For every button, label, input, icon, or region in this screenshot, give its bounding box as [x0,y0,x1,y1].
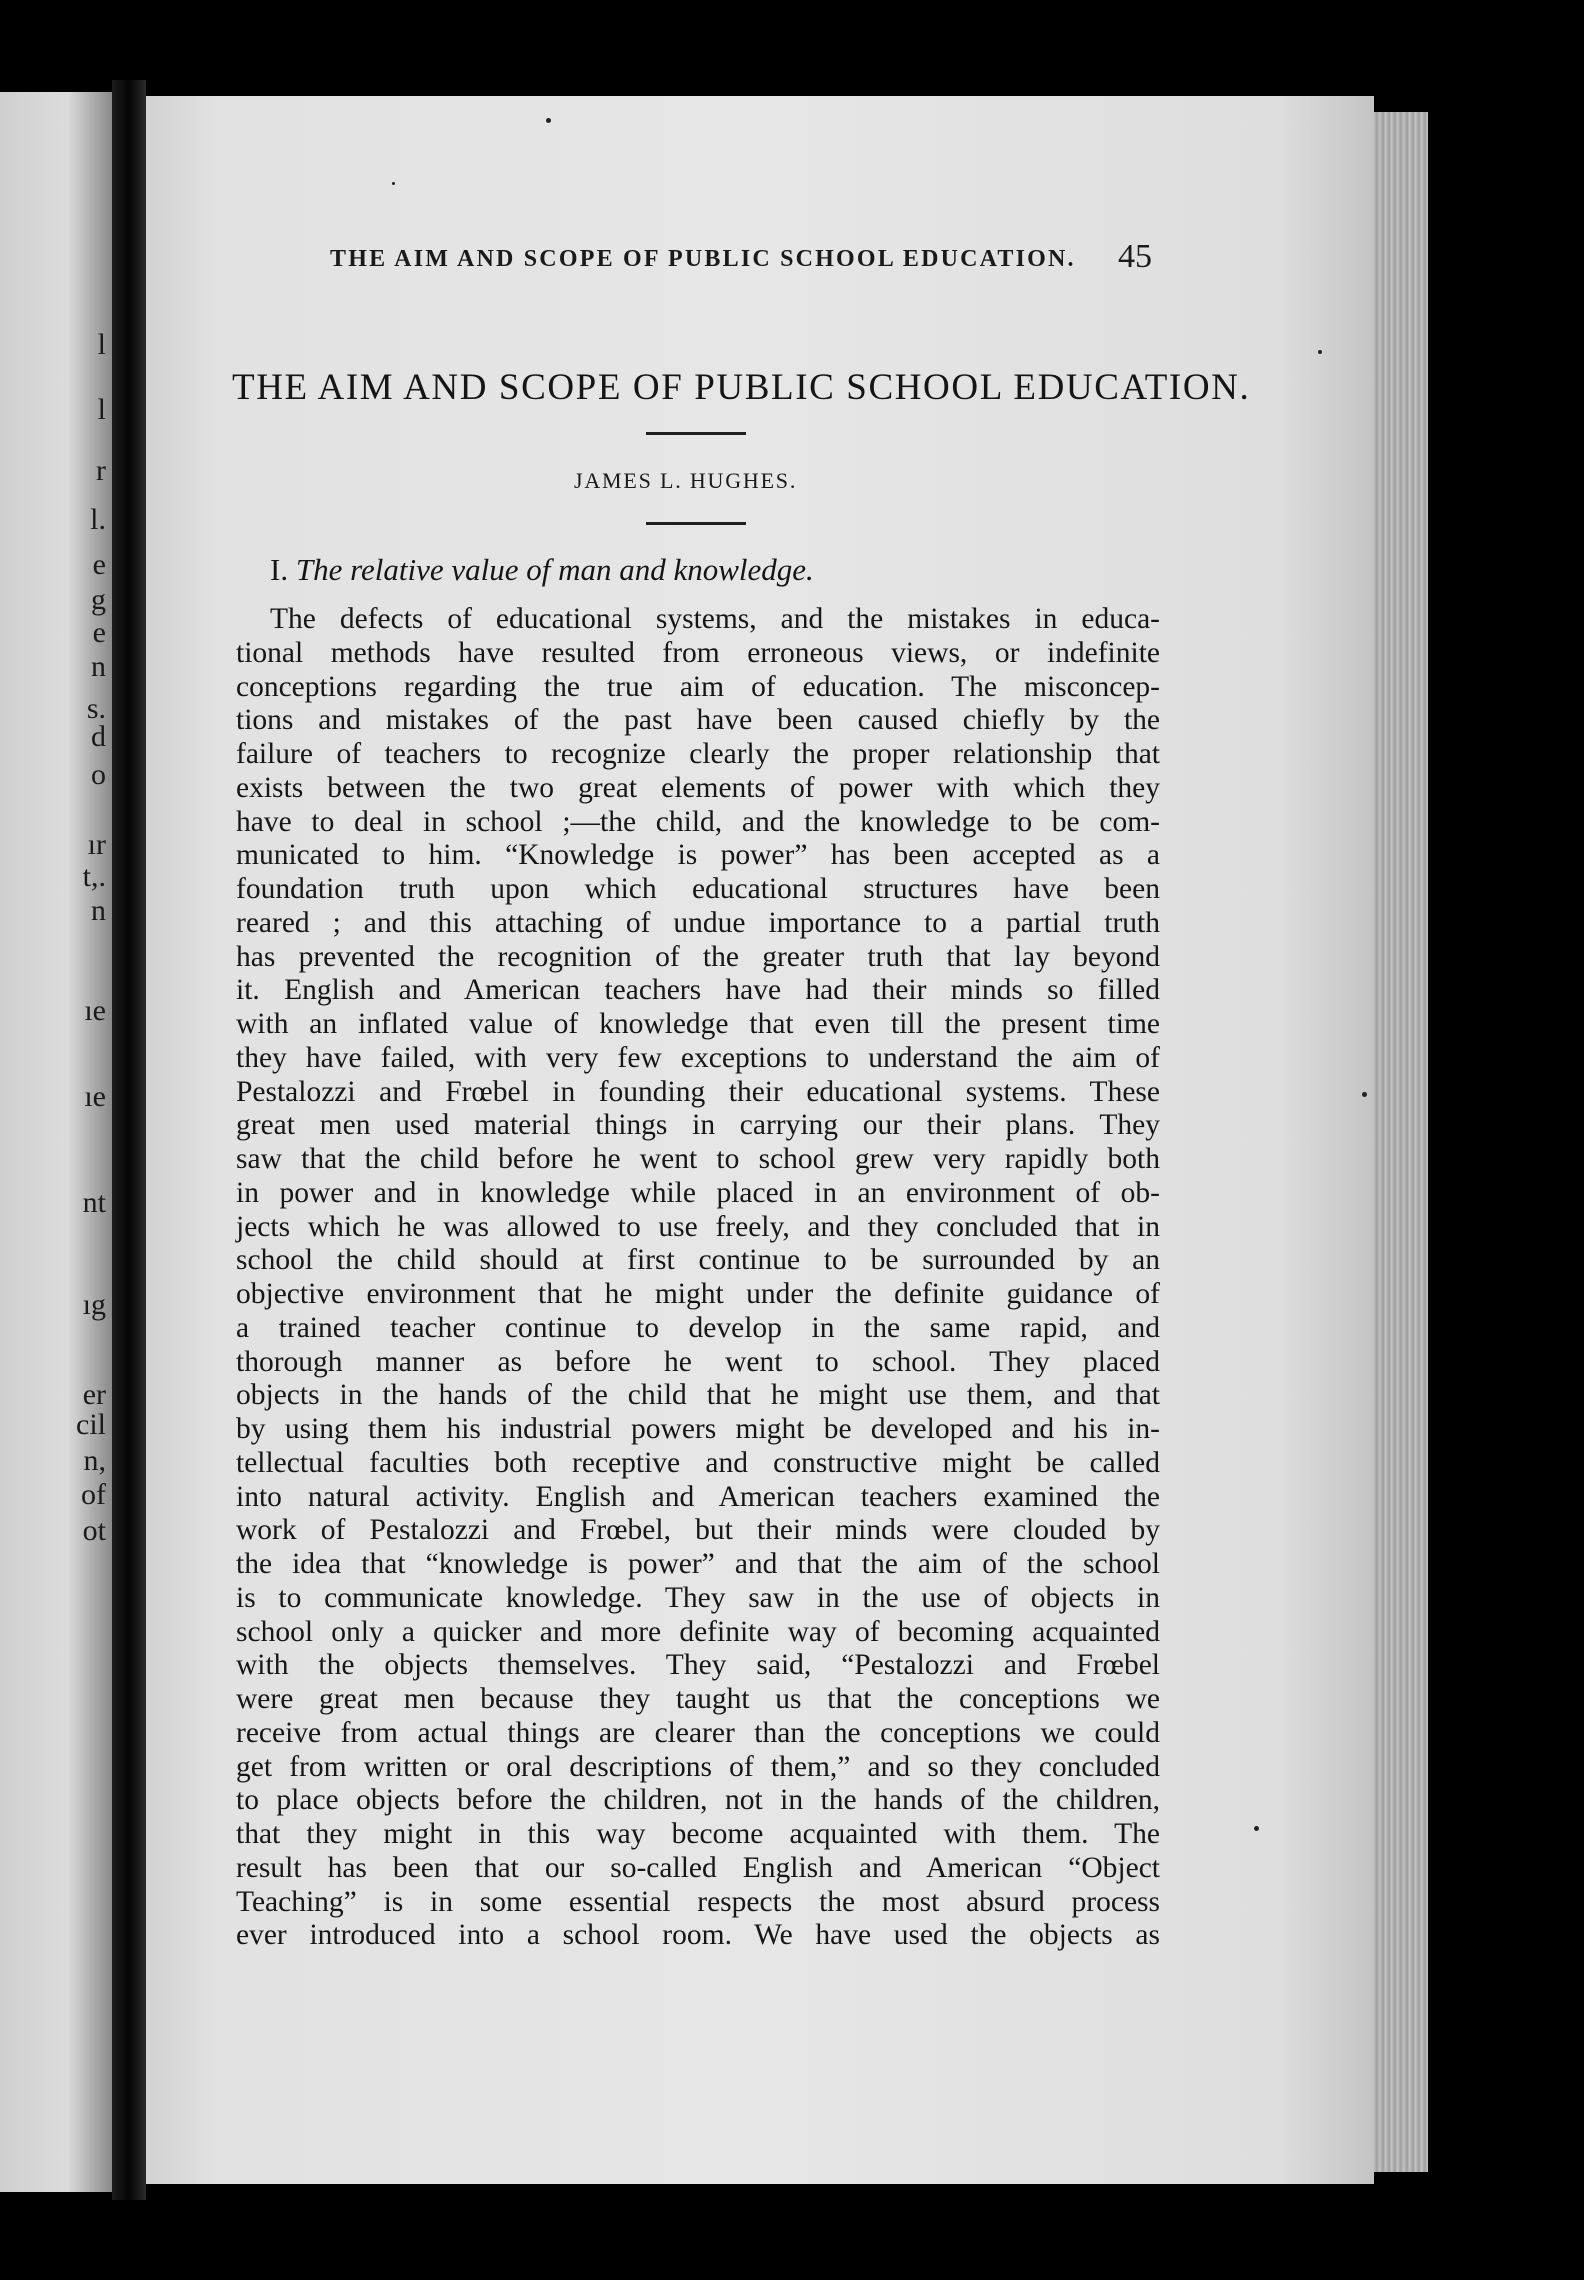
body-line: conceptions regarding the true aim of education. The misconcep- [236,670,1160,703]
body-line: it. English and American teachers have had their minds so filled [236,974,1160,1007]
previous-page-fragment: ıg [82,1288,106,1321]
page-stack-edge [1374,112,1428,2172]
author-rule [646,522,746,525]
body-line: the idea that “knowledge is power” and that the aim of the school [236,1548,1160,1580]
section-title: The relative value of man and knowledge. [295,552,814,587]
previous-page-fragment: l [97,393,106,426]
previous-page-fragment: n [91,650,106,683]
body-line: receive from actual things are clearer than the conceptions we could [236,1716,1160,1749]
page-speck [392,182,395,185]
body-line: The defects of educational systems, and the mistakes in educa- [270,603,1160,635]
body-line: is to communicate knowledge. They saw in the use of objects in [236,1581,1160,1614]
previous-page-fragment: n [91,894,106,927]
body-line: reared ; and this attaching of undue importance to a partial truth [236,906,1160,939]
previous-page-fragment: nt [82,1186,106,1219]
article-title: THE AIM AND SCOPE OF PUBLIC SCHOOL EDUCATION. [232,367,1251,408]
previous-page-fragment: o [91,758,106,791]
body-line: foundation truth upon which educational structures have been [236,873,1160,905]
body-line: they have failed, with very few exceptions to understand the aim of [236,1041,1160,1074]
body-line: with an inflated value of knowledge that even till the present time [236,1008,1160,1040]
body-line: objects in the hands of the child that he might use them, and that [236,1379,1160,1412]
previous-page-edge [0,92,112,2192]
body-line: Pestalozzi and Frœbel in founding their educational systems. These [236,1075,1160,1108]
previous-page-fragment: of [81,1478,106,1511]
previous-page-fragment: t,. [82,860,106,893]
body-line: in power and in knowledge while placed in an environment of ob- [236,1176,1160,1209]
page-number: 45 [1118,238,1152,275]
body-line: objective environment that he might under the definite guidance of [236,1278,1160,1310]
body-line: school only a quicker and more definite way of becoming acquainted [236,1615,1160,1648]
body-line: that they might in this way become acquainted with them. The [236,1818,1160,1850]
body-line: with the objects themselves. They said, “Pestalozzi and Frœbel [236,1649,1160,1682]
body-line: thorough manner as before he went to school. They placed [236,1345,1160,1378]
body-line: ever introduced into a school room. We have used the objects as [236,1919,1160,1952]
body-line: municated to him. “Knowledge is power” has been accepted as a [236,839,1160,872]
body-line: school the child should at first continue to be surrounded by an [236,1244,1160,1277]
previous-page-fragment: ıe [84,994,106,1027]
page-speck [1362,1092,1367,1097]
previous-page-fragment: e [92,616,106,649]
previous-page-fragment: l [97,328,106,361]
previous-page-fragment: ot [82,1514,106,1547]
body-line: tions and mistakes of the past have been caused chiefly by the [236,704,1160,737]
previous-page-fragment: n, [83,1444,106,1477]
body-line: work of Pestalozzi and Frœbel, but their minds were clouded by [236,1514,1160,1547]
body-line: failure of teachers to recognize clearly the proper relationship that [236,738,1160,770]
previous-page-fragment: cil [76,1408,106,1441]
body-line: great men used material things in carrying our their plans. They [236,1109,1160,1142]
previous-page-fragment: ıe [84,1080,106,1113]
body-line: a trained teacher continue to develop in the same rapid, and [236,1311,1160,1344]
previous-page-fragment: s. [86,692,106,725]
body-line: has prevented the recognition of the greater truth that lay beyond [236,940,1160,973]
previous-page-fragment: ır [87,828,106,861]
section-heading [270,552,814,588]
body-line: exists between the two great elements of power with which they [236,771,1160,804]
body-line: to place objects before the children, not in the hands of the children, [236,1784,1160,1817]
previous-page-fragment: l. [90,503,106,536]
body-line: into natural activity. English and American teachers examined the [236,1480,1160,1513]
body-line: result has been that our so-called English and American “Object [236,1851,1160,1884]
page-speck [1318,350,1322,354]
page-speck [546,118,551,123]
running-head: THE AIM AND SCOPE OF PUBLIC SCHOOL EDUCATION. [330,246,1076,272]
section-number: I. [270,552,289,587]
previous-page-fragment: er [82,1378,106,1411]
body-text [236,603,1160,1953]
body-line: Teaching” is in some essential respects the most absurd process [236,1885,1160,1918]
page-speck [1254,1826,1259,1831]
body-line: tellectual faculties both receptive and constructive might be called [236,1446,1160,1479]
body-line: by using them his industrial powers might be developed and his in- [236,1413,1160,1445]
body-line: were great men because they taught us that the conceptions we [236,1683,1160,1715]
previous-page-fragment: g [91,583,106,616]
book-gutter [112,80,146,2200]
previous-page-fragment: r [96,454,106,487]
body-line: get from written or oral descriptions of them,” and so they concluded [236,1750,1160,1783]
body-line: tional methods have resulted from erroneous views, or indefinite [236,636,1160,669]
title-rule [646,432,746,435]
body-line: jects which he was allowed to use freely, and they concluded that in [236,1210,1160,1243]
author-name: JAMES L. HUGHES. [574,468,798,493]
body-line: saw that the child before he went to school grew very rapidly both [236,1143,1160,1175]
previous-page-fragment: d [91,720,106,753]
body-line: have to deal in school ;—the child, and the knowledge to be com- [236,805,1160,838]
previous-page-fragment: e [92,548,106,581]
